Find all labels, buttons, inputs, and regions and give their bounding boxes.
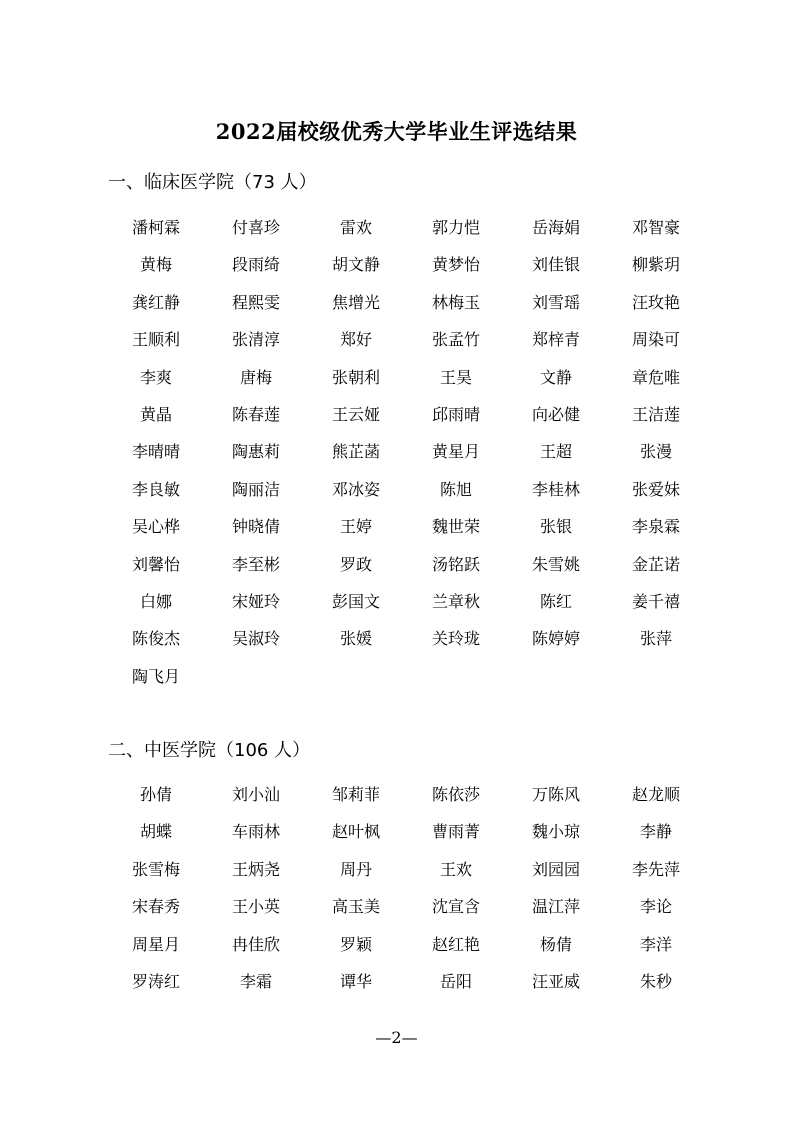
student-name: 李静 (639, 822, 672, 842)
student-name: 程熙雯 (231, 292, 280, 312)
student-name: 黄梅 (139, 255, 172, 275)
name-list-clinical-medicine (106, 209, 706, 695)
student-name: 李霜 (239, 971, 272, 991)
student-name: 张朝利 (331, 367, 380, 387)
student-name: 张爱妹 (631, 479, 680, 499)
student-name: 周丹 (339, 859, 372, 879)
student-name: 郑梓青 (531, 330, 580, 350)
student-name: 王顺利 (131, 330, 180, 350)
student-name: 李至彬 (231, 554, 280, 574)
student-name: 陈红 (539, 591, 572, 611)
student-name: 曹雨菁 (431, 822, 480, 842)
student-name: 岳阳 (439, 971, 472, 991)
student-name: 杨倩 (539, 934, 572, 954)
student-name: 魏小琼 (531, 822, 580, 842)
student-name: 潘柯霖 (131, 218, 180, 237)
student-name: 黄晶 (139, 404, 172, 424)
student-name: 刘小汕 (231, 785, 280, 804)
student-name: 赵龙顺 (631, 785, 680, 804)
name-list-tcm (106, 776, 706, 1000)
student-name: 张清淳 (231, 330, 280, 350)
student-name: 赵红艳 (431, 934, 480, 954)
student-name: 王婷 (339, 517, 372, 537)
student-name: 兰章秋 (431, 591, 480, 611)
student-name: 冉佳欣 (231, 934, 280, 954)
student-name: 王云娅 (331, 404, 380, 424)
student-name: 车雨林 (231, 822, 280, 842)
student-name: 罗颖 (339, 934, 372, 954)
student-name: 罗政 (339, 554, 372, 574)
student-name: 谭华 (339, 971, 372, 991)
student-name: 刘馨怡 (131, 554, 180, 574)
student-name: 高玉美 (331, 897, 380, 917)
student-name: 焦增光 (331, 292, 380, 312)
student-name: 林梅玉 (431, 292, 480, 312)
student-name: 姜千禧 (631, 591, 680, 611)
student-name: 关玲珑 (431, 629, 480, 649)
student-name: 郭力恺 (431, 218, 480, 237)
student-name: 宋春秀 (131, 897, 180, 917)
student-name: 邱雨晴 (431, 404, 480, 424)
student-name: 宋娅玲 (231, 591, 280, 611)
document-title: 2022届校级优秀大学毕业生评选结果 (215, 119, 578, 144)
student-name: 周星月 (131, 934, 180, 954)
student-name: 胡蝶 (139, 822, 172, 842)
student-name: 陶丽洁 (231, 479, 280, 499)
student-name: 赵叶枫 (331, 822, 380, 842)
student-name: 李桂林 (531, 479, 580, 499)
student-name: 钟晓倩 (231, 517, 280, 537)
student-name: 段雨绮 (231, 255, 280, 275)
student-name: 陈旭 (439, 479, 472, 499)
student-name: 柳紫玥 (631, 255, 680, 275)
student-name: 李泉霖 (631, 517, 680, 537)
student-name: 龚红静 (131, 292, 180, 312)
student-name: 张萍 (639, 629, 672, 649)
student-name: 李论 (639, 897, 672, 917)
student-name: 熊芷菡 (331, 442, 380, 462)
student-name: 张银 (539, 517, 572, 537)
student-name: 王洁莲 (631, 404, 680, 424)
student-name: 文静 (539, 367, 572, 387)
student-name: 刘园园 (531, 859, 580, 879)
student-name: 陶惠莉 (231, 442, 280, 462)
student-name: 岳海娟 (531, 218, 580, 237)
student-name: 汪亚威 (531, 971, 580, 991)
student-name: 吴心桦 (131, 517, 180, 537)
section-heading-clinical-medicine: 一、临床医学院（73 人） (108, 172, 317, 193)
student-name: 李洋 (639, 934, 672, 954)
student-name: 付喜珍 (231, 218, 280, 237)
student-name: 王炳尧 (231, 859, 280, 879)
student-name: 章危唯 (631, 367, 680, 387)
student-name: 邓冰姿 (331, 479, 380, 499)
student-name: 陈依莎 (431, 785, 480, 804)
student-name: 张媛 (339, 629, 372, 649)
student-name: 郑好 (339, 330, 372, 350)
student-name: 王超 (539, 442, 572, 462)
student-name: 王欢 (439, 859, 472, 879)
student-name: 刘佳银 (531, 255, 580, 275)
student-name: 黄梦怡 (431, 255, 480, 275)
student-name: 邓智豪 (631, 218, 680, 237)
student-name: 万陈风 (531, 785, 580, 804)
student-name: 邹莉菲 (331, 785, 380, 804)
student-name: 李先萍 (631, 859, 680, 879)
student-name: 汪玫艳 (631, 292, 680, 312)
student-name: 白娜 (139, 591, 172, 611)
student-name: 唐梅 (239, 367, 272, 387)
student-name: 向必健 (531, 404, 580, 424)
student-name: 汤铭跃 (431, 554, 480, 574)
student-name: 李良敏 (131, 479, 180, 499)
page-number: —2— (375, 1028, 418, 1047)
student-name: 周染可 (631, 330, 680, 350)
student-name: 李晴晴 (131, 442, 180, 462)
student-name: 胡文静 (331, 255, 380, 275)
student-name: 沈宣含 (431, 897, 480, 917)
student-name: 王昊 (439, 367, 472, 387)
student-name: 魏世荣 (431, 517, 480, 537)
student-name: 金芷诺 (631, 554, 680, 574)
student-name: 张雪梅 (131, 859, 180, 879)
student-name: 陈婷婷 (531, 629, 580, 649)
student-name: 吴淑玲 (231, 629, 280, 649)
student-name: 陈春莲 (231, 404, 280, 424)
student-name: 黄星月 (431, 442, 480, 462)
student-name: 陈俊杰 (131, 629, 180, 649)
student-name: 李爽 (139, 367, 172, 387)
student-name: 雷欢 (339, 218, 372, 237)
student-name: 罗涛红 (131, 971, 180, 991)
student-name: 王小英 (231, 897, 280, 917)
student-name: 朱秒 (639, 971, 672, 991)
student-name: 张孟竹 (431, 330, 480, 350)
section-heading-tcm: 二、中医学院（106 人） (108, 740, 311, 761)
student-name: 朱雪姚 (531, 554, 580, 574)
student-name: 孙倩 (139, 785, 172, 804)
student-name: 温江萍 (531, 897, 580, 917)
student-name: 彭国文 (331, 591, 380, 611)
student-name: 张漫 (639, 442, 672, 462)
student-name: 刘雪瑶 (531, 292, 580, 312)
student-name: 陶飞月 (131, 666, 180, 686)
